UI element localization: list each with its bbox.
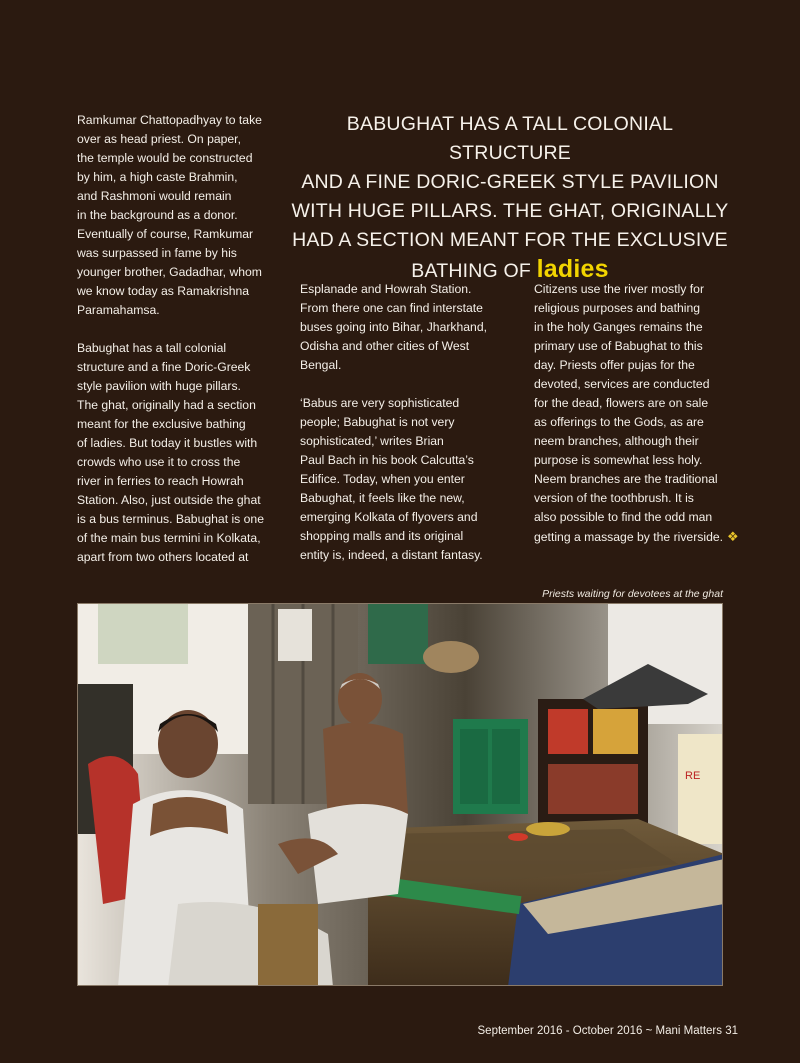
text-line: by him, a high caste Brahmin, bbox=[77, 170, 238, 184]
text-line: in the background as a donor. bbox=[77, 208, 238, 222]
flower-offering bbox=[508, 833, 528, 841]
text-line: emerging Kolkata of flyovers and bbox=[300, 510, 478, 524]
article-column-2 bbox=[300, 280, 500, 584]
text-line: Esplanade and Howrah Station. bbox=[300, 282, 472, 296]
foliage bbox=[98, 604, 188, 664]
pull-quote-line: HAD A SECTION MEANT FOR THE EXCLUSIVE bbox=[292, 229, 728, 251]
text-line: Citizens use the river mostly for bbox=[534, 282, 705, 296]
article-photo bbox=[77, 603, 723, 986]
priests-photo-illustration bbox=[78, 604, 723, 986]
text-line: primary use of Babughat to this bbox=[534, 339, 703, 353]
text-line: also possible to find the odd man bbox=[534, 510, 713, 524]
text-line: apart from two others located at bbox=[77, 550, 249, 564]
paragraph bbox=[77, 339, 277, 567]
pull-quote-line: BABUGHAT HAS A TALL COLONIAL STRUCTURE bbox=[346, 113, 674, 164]
text-line: devoted, services are conducted bbox=[534, 377, 710, 391]
paragraph bbox=[77, 111, 277, 320]
text-line: the temple would be constructed bbox=[77, 151, 253, 165]
photo-caption: Priests waiting for devotees at the ghat bbox=[542, 588, 723, 600]
paragraph bbox=[300, 280, 500, 375]
text-line: was surpassed in fame by his bbox=[77, 246, 237, 260]
end-of-article-icon: ❖ bbox=[727, 529, 739, 544]
text-line: we know today as Ramakrishna bbox=[77, 284, 250, 298]
text-line: day. Priests offer pujas for the bbox=[534, 358, 695, 372]
text-line: people; Babughat is not very bbox=[300, 415, 455, 429]
text-line: entity is, indeed, a distant fantasy. bbox=[300, 548, 483, 562]
sack-label: RE bbox=[685, 770, 701, 782]
text-line: for the dead, flowers are on sale bbox=[534, 396, 709, 410]
text-line: Neem branches are the traditional bbox=[534, 472, 718, 486]
text-line: structure and a fine Doric-Greek bbox=[77, 360, 251, 374]
text-line: crowds who use it to cross the bbox=[77, 455, 241, 469]
text-line: religious purposes and bathing bbox=[534, 301, 701, 315]
page-footer: September 2016 - October 2016 ~ Mani Matters 31 bbox=[477, 1025, 738, 1037]
pull-quote-line: WITH HUGE PILLARS. THE GHAT, ORIGINALLY bbox=[291, 200, 729, 222]
text-line: From there one can find interstate bbox=[300, 301, 483, 315]
text-line: and Rashmoni would remain bbox=[77, 189, 232, 203]
text-line: The ghat, originally had a section bbox=[77, 398, 256, 412]
text-line: purpose is somewhat less holy. bbox=[534, 453, 703, 467]
text-line: of ladies. But today it bustles with bbox=[77, 436, 258, 450]
text-line: of the main bus termini in Kolkata, bbox=[77, 531, 261, 545]
text-line: style pavilion with huge pillars. bbox=[77, 379, 241, 393]
text-line: Babughat has a tall colonial bbox=[77, 341, 227, 355]
green-cabinet-top bbox=[368, 604, 428, 664]
text-line: meant for the exclusive bathing bbox=[77, 417, 246, 431]
text-line: river in ferries to reach Howrah bbox=[77, 474, 244, 488]
text-line: Ramkumar Chattopadhyay to take bbox=[77, 113, 262, 127]
text-line: is a bus terminus. Babughat is one bbox=[77, 512, 264, 526]
text-line: Odisha and other cities of West bbox=[300, 339, 470, 353]
pull-quote bbox=[290, 110, 730, 286]
text-line: Eventually of course, Ramkumar bbox=[77, 227, 254, 241]
text-line: Bengal. bbox=[300, 358, 342, 372]
text-line: Station. Also, just outside the ghat bbox=[77, 493, 261, 507]
posted-notice bbox=[278, 609, 312, 661]
sack bbox=[678, 734, 723, 844]
pull-quote-line: AND A FINE DORIC-GREEK STYLE PAVILION bbox=[301, 171, 719, 193]
text-line: neem branches, although their bbox=[534, 434, 699, 448]
text-line: shopping malls and its original bbox=[300, 529, 464, 543]
article-column-1 bbox=[77, 111, 277, 586]
text-line bbox=[534, 527, 744, 547]
text-line: sophisticated,’ writes Brian bbox=[300, 434, 444, 448]
text-line: Babughat, it feels like the new, bbox=[300, 491, 465, 505]
text-line: over as head priest. On paper, bbox=[77, 132, 241, 146]
text-line: version of the toothbrush. It is bbox=[534, 491, 694, 505]
text-line: Edifice. Today, when you enter bbox=[300, 472, 465, 486]
pull-quote-prefix: BATHING OF bbox=[411, 260, 532, 282]
brass-plate bbox=[526, 822, 570, 836]
text-line: ‘Babus are very sophisticated bbox=[300, 396, 460, 410]
article-column-3 bbox=[534, 280, 744, 566]
text-line: as offerings to the Gods, as are bbox=[534, 415, 704, 429]
text-line: buses going into Bihar, Jharkhand, bbox=[300, 320, 488, 334]
wooden-stool bbox=[258, 904, 318, 986]
paragraph bbox=[300, 394, 500, 565]
basket bbox=[423, 641, 479, 673]
text-line: Paramahamsa. bbox=[77, 303, 160, 317]
text-line: younger brother, Gadadhar, whom bbox=[77, 265, 262, 279]
paragraph bbox=[534, 280, 744, 547]
pull-quote-highlight: ladies bbox=[536, 255, 609, 283]
text-line-content: getting a massage by the riverside. bbox=[534, 530, 724, 544]
text-line: Paul Bach in his book Calcutta’s bbox=[300, 453, 474, 467]
text-line: in the holy Ganges remains the bbox=[534, 320, 703, 334]
